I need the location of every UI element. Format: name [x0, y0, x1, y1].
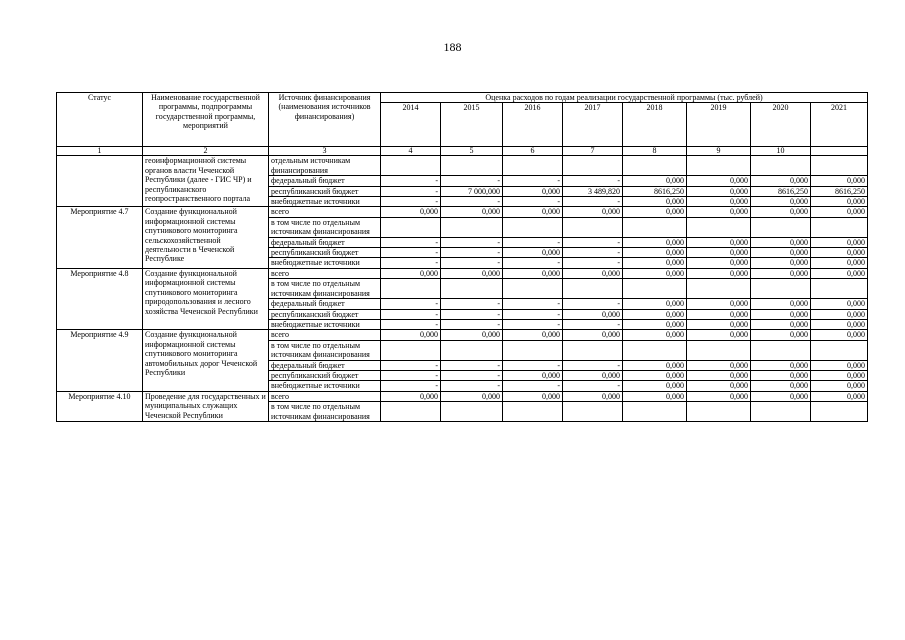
header-year: 2021: [811, 103, 868, 147]
value-cell: -: [441, 258, 503, 268]
value-cell: 0,000: [751, 391, 811, 401]
value-cell: [623, 340, 687, 360]
table-row: [57, 207, 868, 217]
table-row: [57, 156, 868, 176]
value-cell: 0,000: [811, 176, 868, 186]
table-row: [57, 330, 868, 340]
header-year: 2015: [441, 103, 503, 147]
value-cell: 0,000: [687, 391, 751, 401]
value-cell: -: [381, 186, 441, 196]
value-cell: -: [563, 319, 623, 329]
value-cell: 0,000: [623, 197, 687, 207]
value-cell: 0,000: [687, 309, 751, 319]
value-cell: -: [381, 176, 441, 186]
value-cell: 0,000: [687, 258, 751, 268]
value-cell: 0,000: [811, 309, 868, 319]
value-cell: 0,000: [751, 319, 811, 329]
value-cell: 0,000: [687, 248, 751, 258]
value-cell: 0,000: [751, 360, 811, 370]
value-cell: [563, 402, 623, 422]
value-cell: -: [441, 319, 503, 329]
value-cell: -: [381, 248, 441, 258]
column-index-cell: 7: [563, 147, 623, 156]
value-cell: 0,000: [751, 207, 811, 217]
status-cell: Мероприятие 4.10: [57, 391, 143, 421]
value-cell: 0,000: [687, 197, 751, 207]
value-cell: [623, 402, 687, 422]
page-number: 188: [443, 40, 462, 54]
source-cell: республиканский бюджет: [269, 309, 381, 319]
header-estimate: Оценка расходов по годам реализации государственной программы (тыс. рублей): [381, 93, 868, 103]
value-cell: -: [381, 197, 441, 207]
value-cell: -: [381, 299, 441, 309]
value-cell: -: [503, 299, 563, 309]
value-cell: -: [563, 248, 623, 258]
source-cell: внебюджетные источники: [269, 381, 381, 391]
status-cell: [57, 156, 143, 207]
source-cell: всего: [269, 207, 381, 217]
table-row: [57, 268, 868, 278]
value-cell: 0,000: [503, 186, 563, 196]
value-cell: [751, 402, 811, 422]
value-cell: 0,000: [623, 370, 687, 380]
value-cell: 0,000: [687, 360, 751, 370]
value-cell: 0,000: [381, 330, 441, 340]
value-cell: [441, 279, 503, 299]
value-cell: -: [503, 360, 563, 370]
activity-name-cell: Создание функциональной информационной системы спутникового мониторинга природопользования и лесного хозяйства Чеченской Республики: [143, 268, 269, 329]
value-cell: [811, 279, 868, 299]
value-cell: 0,000: [381, 268, 441, 278]
value-cell: 0,000: [687, 370, 751, 380]
column-index-cell: [811, 147, 868, 156]
value-cell: 0,000: [811, 360, 868, 370]
value-cell: -: [441, 237, 503, 247]
value-cell: [563, 217, 623, 237]
column-index-cell: 8: [623, 147, 687, 156]
value-cell: 0,000: [751, 248, 811, 258]
value-cell: 0,000: [623, 299, 687, 309]
value-cell: 0,000: [751, 309, 811, 319]
source-cell: федеральный бюджет: [269, 360, 381, 370]
value-cell: 0,000: [623, 258, 687, 268]
value-cell: 0,000: [623, 176, 687, 186]
value-cell: -: [441, 197, 503, 207]
value-cell: -: [381, 309, 441, 319]
value-cell: [751, 279, 811, 299]
value-cell: 0,000: [623, 309, 687, 319]
value-cell: [503, 340, 563, 360]
value-cell: 7 000,000: [441, 186, 503, 196]
value-cell: 0,000: [811, 330, 868, 340]
value-cell: 0,000: [623, 381, 687, 391]
value-cell: 0,000: [687, 237, 751, 247]
value-cell: [441, 156, 503, 176]
value-cell: 0,000: [441, 330, 503, 340]
value-cell: [811, 217, 868, 237]
source-cell: федеральный бюджет: [269, 237, 381, 247]
value-cell: -: [503, 197, 563, 207]
value-cell: 0,000: [503, 248, 563, 258]
value-cell: [687, 156, 751, 176]
value-cell: [503, 402, 563, 422]
value-cell: 0,000: [623, 248, 687, 258]
value-cell: 0,000: [687, 268, 751, 278]
status-cell: Мероприятие 4.9: [57, 330, 143, 391]
value-cell: 0,000: [687, 381, 751, 391]
value-cell: [623, 279, 687, 299]
column-index-cell: 2: [143, 147, 269, 156]
value-cell: 0,000: [441, 391, 503, 401]
value-cell: 0,000: [811, 370, 868, 380]
source-cell: в том числе по отдельным источникам финансирования: [269, 402, 381, 422]
value-cell: 3 489,820: [563, 186, 623, 196]
source-cell: республиканский бюджет: [269, 248, 381, 258]
value-cell: 0,000: [751, 330, 811, 340]
value-cell: [503, 279, 563, 299]
activity-name-cell: Проведение для государственных и муниципальных служащих Чеченской Республики: [143, 391, 269, 421]
value-cell: [563, 156, 623, 176]
header-year: 2016: [503, 103, 563, 147]
value-cell: 0,000: [751, 176, 811, 186]
source-cell: всего: [269, 391, 381, 401]
header-year: 2014: [381, 103, 441, 147]
source-cell: федеральный бюджет: [269, 299, 381, 309]
column-index-cell: 3: [269, 147, 381, 156]
value-cell: -: [441, 176, 503, 186]
value-cell: [623, 156, 687, 176]
value-cell: 0,000: [563, 391, 623, 401]
value-cell: 0,000: [687, 186, 751, 196]
value-cell: -: [503, 176, 563, 186]
value-cell: [503, 156, 563, 176]
value-cell: 0,000: [687, 176, 751, 186]
value-cell: 0,000: [751, 197, 811, 207]
table-row: [57, 391, 868, 401]
value-cell: 0,000: [811, 391, 868, 401]
source-cell: отдельным источникам финансирования: [269, 156, 381, 176]
value-cell: 0,000: [381, 391, 441, 401]
value-cell: [751, 340, 811, 360]
value-cell: [687, 402, 751, 422]
value-cell: -: [503, 319, 563, 329]
value-cell: 0,000: [687, 299, 751, 309]
value-cell: -: [441, 360, 503, 370]
value-cell: 0,000: [503, 370, 563, 380]
value-cell: -: [441, 309, 503, 319]
value-cell: 0,000: [563, 207, 623, 217]
value-cell: 0,000: [811, 319, 868, 329]
header-name: Наименование государственной программы, подпрограммы государственной программы, мероприятий: [143, 93, 269, 147]
value-cell: 0,000: [751, 237, 811, 247]
value-cell: -: [381, 258, 441, 268]
value-cell: [563, 279, 623, 299]
value-cell: 0,000: [811, 248, 868, 258]
value-cell: 0,000: [687, 330, 751, 340]
value-cell: -: [563, 237, 623, 247]
value-cell: 0,000: [811, 197, 868, 207]
header-year: 2020: [751, 103, 811, 147]
header-year: 2018: [623, 103, 687, 147]
column-index-cell: 10: [751, 147, 811, 156]
value-cell: -: [381, 381, 441, 391]
value-cell: 0,000: [751, 370, 811, 380]
value-cell: -: [563, 381, 623, 391]
status-cell: Мероприятие 4.7: [57, 207, 143, 268]
value-cell: 0,000: [563, 330, 623, 340]
value-cell: [441, 217, 503, 237]
value-cell: -: [503, 258, 563, 268]
value-cell: -: [381, 360, 441, 370]
value-cell: -: [441, 381, 503, 391]
header-source: Источник финансирования (наименования источников финансирования): [269, 93, 381, 147]
value-cell: 0,000: [623, 330, 687, 340]
column-index-row: [57, 147, 868, 156]
column-index-cell: 5: [441, 147, 503, 156]
value-cell: 0,000: [751, 299, 811, 309]
value-cell: -: [503, 309, 563, 319]
value-cell: 0,000: [441, 268, 503, 278]
value-cell: [381, 402, 441, 422]
source-cell: республиканский бюджет: [269, 186, 381, 196]
source-cell: внебюджетные источники: [269, 197, 381, 207]
value-cell: -: [503, 237, 563, 247]
column-index-cell: 4: [381, 147, 441, 156]
value-cell: 0,000: [441, 207, 503, 217]
value-cell: [811, 340, 868, 360]
value-cell: 0,000: [811, 207, 868, 217]
source-cell: внебюджетные источники: [269, 258, 381, 268]
value-cell: 0,000: [687, 207, 751, 217]
value-cell: -: [563, 299, 623, 309]
value-cell: [381, 217, 441, 237]
source-cell: республиканский бюджет: [269, 370, 381, 380]
value-cell: 0,000: [811, 237, 868, 247]
activity-name-cell: Создание функциональной информационной системы спутникового мониторинга сельскохозяйственной деятельности в Чеченской Республике: [143, 207, 269, 268]
activity-name-cell: Создание функциональной информационной системы спутникового мониторинга автомобильных дорог Чеченской Республики: [143, 330, 269, 391]
value-cell: 8616,250: [623, 186, 687, 196]
column-index-cell: 9: [687, 147, 751, 156]
value-cell: [811, 402, 868, 422]
value-cell: 0,000: [623, 360, 687, 370]
value-cell: [563, 340, 623, 360]
value-cell: [381, 156, 441, 176]
activity-name-cell: геоинформационной системы органов власти Чеченской Республики (далее - ГИС ЧР) и республиканского геопространственного портала: [143, 156, 269, 207]
value-cell: 0,000: [623, 391, 687, 401]
value-cell: 0,000: [811, 258, 868, 268]
header-year: 2019: [687, 103, 751, 147]
value-cell: [687, 340, 751, 360]
value-cell: -: [563, 360, 623, 370]
value-cell: 0,000: [623, 319, 687, 329]
value-cell: 0,000: [503, 268, 563, 278]
source-cell: в том числе по отдельным источникам финансирования: [269, 279, 381, 299]
value-cell: 0,000: [751, 258, 811, 268]
source-cell: федеральный бюджет: [269, 176, 381, 186]
value-cell: [687, 217, 751, 237]
value-cell: [751, 217, 811, 237]
value-cell: 8616,250: [751, 186, 811, 196]
header-status: Статус: [57, 93, 143, 147]
status-cell: Мероприятие 4.8: [57, 268, 143, 329]
value-cell: 0,000: [563, 268, 623, 278]
value-cell: 0,000: [503, 391, 563, 401]
value-cell: -: [441, 299, 503, 309]
value-cell: 0,000: [687, 319, 751, 329]
value-cell: -: [381, 370, 441, 380]
value-cell: [503, 217, 563, 237]
value-cell: -: [563, 176, 623, 186]
value-cell: [623, 217, 687, 237]
value-cell: 0,000: [811, 268, 868, 278]
value-cell: 0,000: [811, 299, 868, 309]
value-cell: [441, 340, 503, 360]
value-cell: 0,000: [811, 381, 868, 391]
value-cell: [751, 156, 811, 176]
value-cell: -: [441, 370, 503, 380]
budget-table: [56, 92, 868, 422]
source-cell: в том числе по отдельным источникам финансирования: [269, 217, 381, 237]
value-cell: 0,000: [381, 207, 441, 217]
value-cell: 0,000: [563, 309, 623, 319]
value-cell: 8616,250: [811, 186, 868, 196]
value-cell: [811, 156, 868, 176]
value-cell: -: [441, 248, 503, 258]
value-cell: -: [503, 381, 563, 391]
source-cell: в том числе по отдельным источникам финансирования: [269, 340, 381, 360]
value-cell: -: [563, 197, 623, 207]
column-index-cell: 1: [57, 147, 143, 156]
source-cell: всего: [269, 268, 381, 278]
source-cell: внебюджетные источники: [269, 319, 381, 329]
value-cell: 0,000: [623, 207, 687, 217]
column-index-cell: 6: [503, 147, 563, 156]
value-cell: [381, 340, 441, 360]
value-cell: 0,000: [623, 268, 687, 278]
value-cell: -: [563, 258, 623, 268]
value-cell: 0,000: [751, 381, 811, 391]
value-cell: 0,000: [563, 370, 623, 380]
value-cell: -: [381, 319, 441, 329]
value-cell: -: [381, 237, 441, 247]
value-cell: [441, 402, 503, 422]
value-cell: 0,000: [623, 237, 687, 247]
value-cell: 0,000: [751, 268, 811, 278]
value-cell: [381, 279, 441, 299]
value-cell: 0,000: [503, 330, 563, 340]
value-cell: 0,000: [503, 207, 563, 217]
source-cell: всего: [269, 330, 381, 340]
header-year: 2017: [563, 103, 623, 147]
value-cell: [687, 279, 751, 299]
